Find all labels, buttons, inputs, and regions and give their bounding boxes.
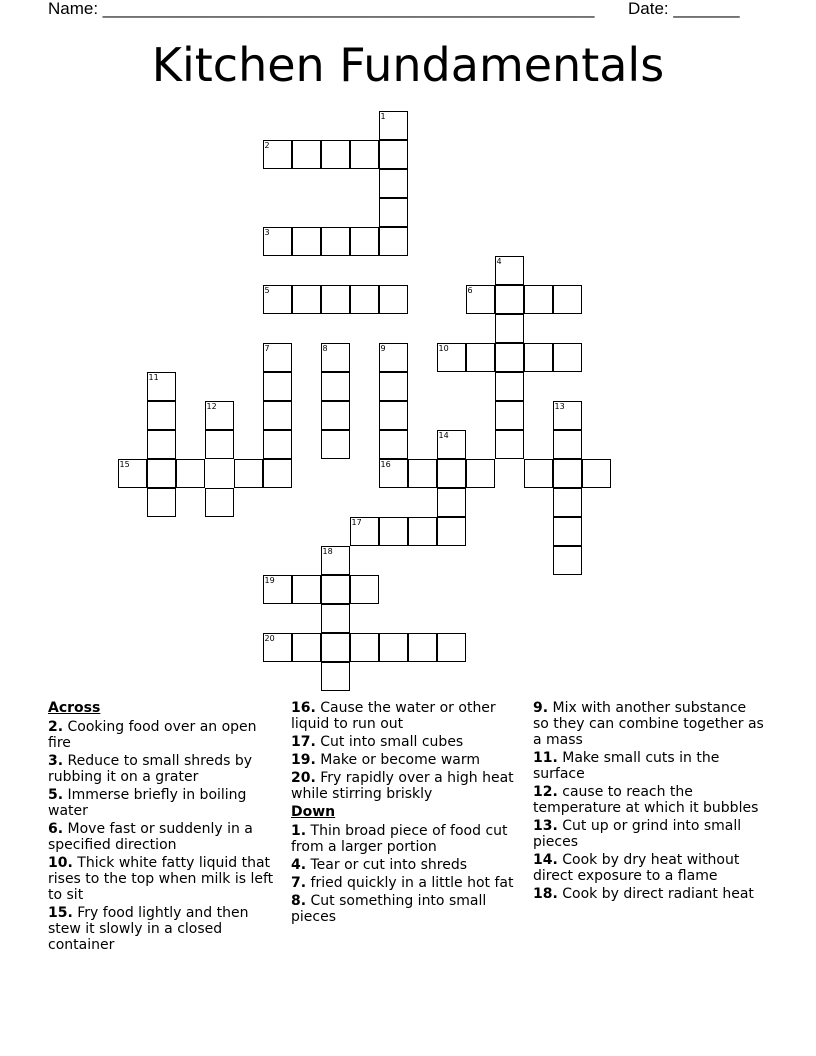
down-clue-list-continued: [533, 700, 765, 902]
grid-cell[interactable]: [437, 343, 466, 372]
grid-cell[interactable]: [379, 459, 408, 488]
grid-cell[interactable]: [205, 488, 234, 517]
clue-column-1: [48, 700, 280, 955]
grid-cell[interactable]: [466, 285, 495, 314]
grid-cell[interactable]: [524, 285, 553, 314]
clue-number: 16: [380, 459, 391, 469]
clue-number: 5: [264, 285, 270, 295]
grid-cell[interactable]: [408, 633, 437, 662]
grid-cell[interactable]: [147, 401, 176, 430]
grid-cell[interactable]: [292, 575, 321, 604]
grid-cell[interactable]: [379, 111, 408, 140]
date-field[interactable]: _______: [673, 0, 740, 18]
clue: [533, 818, 765, 850]
grid-cell[interactable]: [553, 430, 582, 459]
clue-number: 3.: [48, 753, 64, 769]
clue-text: Thin broad piece of food cut from a larger portion: [291, 823, 508, 855]
grid-cell[interactable]: [234, 459, 263, 488]
grid-cell[interactable]: [553, 488, 582, 517]
grid-cell[interactable]: [437, 459, 466, 488]
clue-number: 6.: [48, 821, 64, 837]
grid-cell[interactable]: [379, 169, 408, 198]
clue-number: 16.: [291, 700, 316, 716]
grid-cell[interactable]: [147, 459, 176, 488]
clue-number: 14.: [533, 852, 558, 868]
grid-cell[interactable]: [321, 227, 350, 256]
grid-cell[interactable]: [263, 575, 292, 604]
clue-number: 2.: [48, 719, 64, 735]
clue: [291, 893, 523, 925]
grid-cell[interactable]: [263, 633, 292, 662]
clue: [291, 752, 523, 768]
grid-cell[interactable]: [263, 140, 292, 169]
grid-cell[interactable]: [350, 633, 379, 662]
clue-number: 18: [322, 546, 333, 556]
clue-number: 4.: [291, 857, 307, 873]
clue: [291, 857, 523, 873]
clue: [48, 787, 280, 819]
grid-cell[interactable]: [379, 140, 408, 169]
clue-number: 18.: [533, 886, 558, 902]
clue-number: 4: [496, 256, 502, 266]
clue: [533, 700, 765, 748]
clue-number: 15: [119, 459, 130, 469]
clue-number: 9.: [533, 700, 549, 716]
clue-number: 8: [322, 343, 328, 353]
grid-cell[interactable]: [553, 546, 582, 575]
clue-number: 7: [264, 343, 270, 353]
grid-cell[interactable]: [379, 198, 408, 227]
clue-number: 13: [554, 401, 565, 411]
grid-cell[interactable]: [495, 314, 524, 343]
grid-cell[interactable]: [379, 401, 408, 430]
clue-number: 11.: [533, 750, 558, 766]
clue-number: 1: [380, 111, 386, 121]
grid-cell[interactable]: [263, 401, 292, 430]
grid-cell[interactable]: [553, 459, 582, 488]
clue-number: 20: [264, 633, 275, 643]
grid-cell[interactable]: [466, 459, 495, 488]
grid-cell[interactable]: [321, 285, 350, 314]
grid-cell[interactable]: [379, 633, 408, 662]
clue-number: 12: [206, 401, 217, 411]
clue: [291, 875, 523, 891]
clue-number: 20.: [291, 770, 316, 786]
grid-cell[interactable]: [263, 285, 292, 314]
page-title: Kitchen Fundamentals: [151, 38, 665, 92]
grid-cell[interactable]: [350, 575, 379, 604]
grid-cell[interactable]: [321, 662, 350, 691]
grid-cell[interactable]: [350, 517, 379, 546]
clue: [48, 855, 280, 903]
clue-text: Move fast or suddenly in a specified direction: [48, 821, 253, 853]
clue-column-2: [291, 700, 523, 927]
clue-text: Mix with another substance so they can combine together as a mass: [533, 700, 764, 748]
grid-cell[interactable]: [437, 633, 466, 662]
grid-cell[interactable]: [553, 517, 582, 546]
grid-cell[interactable]: [205, 401, 234, 430]
clue-text: fried quickly in a little hot fat: [306, 875, 514, 891]
date-label: Date:: [628, 0, 674, 18]
grid-cell[interactable]: [495, 401, 524, 430]
clue-number: 7.: [291, 875, 307, 891]
grid-cell[interactable]: [495, 430, 524, 459]
clue: [533, 784, 765, 816]
clue: [48, 905, 280, 953]
clue: [48, 821, 280, 853]
grid-cell[interactable]: [524, 343, 553, 372]
grid-cell[interactable]: [321, 430, 350, 459]
clue-text: cause to reach the temperature at which it bubbles: [533, 784, 759, 816]
grid-cell[interactable]: [379, 343, 408, 372]
clue-column-3: [533, 700, 765, 904]
name-field[interactable]: ____________________________________________________: [102, 0, 595, 18]
grid-cell[interactable]: [321, 633, 350, 662]
grid-cell[interactable]: [321, 604, 350, 633]
clue-text: Cause the water or other liquid to run out: [291, 700, 496, 732]
clue-text: Immerse briefly in boiling water: [48, 787, 247, 819]
clue-number: 5.: [48, 787, 64, 803]
clue-number: 11: [148, 372, 159, 382]
clue: [533, 886, 765, 902]
clue-text: Cook by dry heat without direct exposure to a flame: [533, 852, 740, 884]
grid-cell[interactable]: [495, 256, 524, 285]
clue-text: Cook by direct radiant heat: [557, 886, 754, 902]
clue-text: Cooking food over an open fire: [48, 719, 257, 751]
clue-number: 15.: [48, 905, 73, 921]
grid-cell[interactable]: [321, 546, 350, 575]
clue-number: 17.: [291, 734, 316, 750]
down-heading: Down: [291, 804, 336, 820]
grid-cell[interactable]: [408, 459, 437, 488]
grid-cell[interactable]: [263, 372, 292, 401]
grid-cell[interactable]: [524, 459, 553, 488]
clue-text: Cut up or grind into small pieces: [533, 818, 742, 850]
clue-number: 3: [264, 227, 270, 237]
grid-cell[interactable]: [321, 343, 350, 372]
grid-cell[interactable]: [466, 343, 495, 372]
grid-cell[interactable]: [437, 517, 466, 546]
clue-number: 14: [438, 430, 449, 440]
grid-cell[interactable]: [205, 430, 234, 459]
clue: [291, 770, 523, 802]
grid-cell[interactable]: [379, 430, 408, 459]
grid-cell[interactable]: [263, 227, 292, 256]
clue-text: Cut something into small pieces: [291, 893, 487, 925]
clue-number: 12.: [533, 784, 558, 800]
clue-number: 1.: [291, 823, 307, 839]
grid-cell[interactable]: [495, 343, 524, 372]
clue-number: 9: [380, 343, 386, 353]
name-label: Name:: [48, 0, 103, 18]
grid-cell[interactable]: [321, 575, 350, 604]
grid-cell[interactable]: [582, 459, 611, 488]
down-clue-list: [291, 823, 523, 925]
across-clue-list-continued: [291, 700, 523, 802]
clue-text: Make or become warm: [315, 752, 481, 768]
grid-cell[interactable]: [553, 401, 582, 430]
clue-text: Fry food lightly and then stew it slowly in a closed container: [48, 905, 249, 953]
clue: [291, 700, 523, 732]
across-heading: Across: [48, 700, 101, 716]
grid-cell[interactable]: [437, 430, 466, 459]
clue: [533, 750, 765, 782]
grid-cell[interactable]: [321, 372, 350, 401]
grid-cell[interactable]: [553, 285, 582, 314]
grid-cell[interactable]: [379, 227, 408, 256]
grid-cell[interactable]: [437, 488, 466, 517]
clue-number: 8.: [291, 893, 307, 909]
clue-text: Make small cuts in the surface: [533, 750, 720, 782]
grid-cell[interactable]: [263, 430, 292, 459]
grid-cell[interactable]: [147, 372, 176, 401]
grid-cell[interactable]: [379, 517, 408, 546]
grid-cell[interactable]: [408, 517, 437, 546]
grid-cell[interactable]: [379, 372, 408, 401]
clue: [48, 753, 280, 785]
clue-number: 13.: [533, 818, 558, 834]
grid-cell[interactable]: [147, 488, 176, 517]
clue-number: 2: [264, 140, 270, 150]
across-clue-list: [48, 719, 280, 953]
grid-cell[interactable]: [321, 401, 350, 430]
grid-cell[interactable]: [147, 430, 176, 459]
grid-cell[interactable]: [118, 459, 147, 488]
clue-text: Tear or cut into shreds: [306, 857, 468, 873]
clue-number: 17: [351, 517, 362, 527]
grid-cell[interactable]: [292, 633, 321, 662]
grid-cell[interactable]: [350, 285, 379, 314]
clue-text: Fry rapidly over a high heat while stirring briskly: [291, 770, 514, 802]
clue-number: 19.: [291, 752, 316, 768]
grid-cell[interactable]: [321, 140, 350, 169]
clue: [48, 719, 280, 751]
clue-number: 10.: [48, 855, 73, 871]
grid-cell[interactable]: [495, 372, 524, 401]
clue: [291, 823, 523, 855]
grid-cell[interactable]: [553, 343, 582, 372]
clue-number: 19: [264, 575, 275, 585]
grid-cell[interactable]: [263, 459, 292, 488]
clue-text: Cut into small cubes: [315, 734, 464, 750]
clue-number: 6: [467, 285, 473, 295]
grid-cell[interactable]: [292, 227, 321, 256]
clue: [291, 734, 523, 750]
clue-number: 10: [438, 343, 449, 353]
grid-cell[interactable]: [350, 227, 379, 256]
grid-cell[interactable]: [263, 343, 292, 372]
grid-cell[interactable]: [495, 285, 524, 314]
clue: [533, 852, 765, 884]
grid-cell[interactable]: [176, 459, 205, 488]
clue-text: Thick white fatty liquid that rises to the top when milk is left to sit: [48, 855, 274, 903]
grid-cell[interactable]: [379, 285, 408, 314]
grid-cell[interactable]: [350, 140, 379, 169]
grid-cell[interactable]: [292, 140, 321, 169]
clue-text: Reduce to small shreds by rubbing it on a grater: [48, 753, 253, 785]
grid-cell[interactable]: [292, 285, 321, 314]
